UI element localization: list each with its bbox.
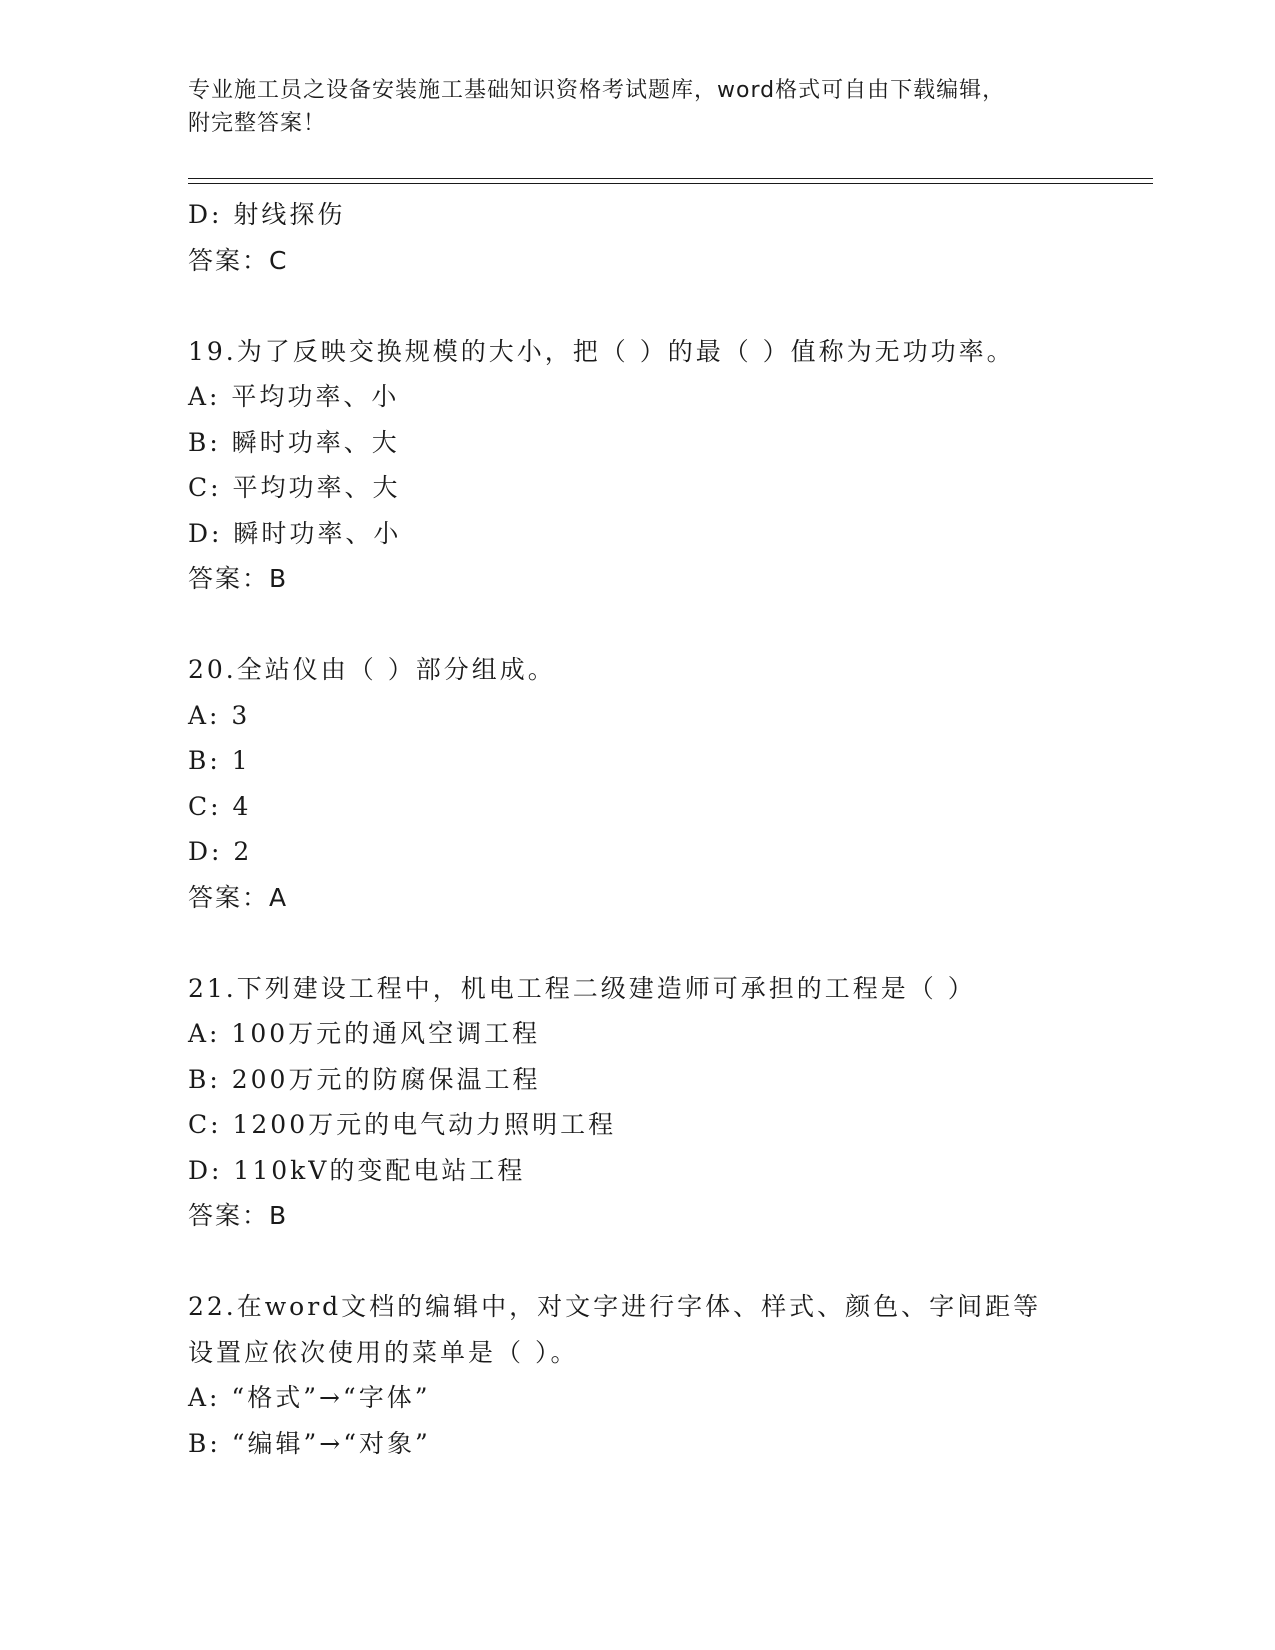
answer-line: 答案：B (188, 564, 289, 593)
option-d: D: 射线探伤 (188, 200, 346, 229)
option-a: A: 100万元的通风空调工程 (188, 1019, 541, 1048)
answer-line: 答案：A (188, 882, 289, 912)
document-header (188, 74, 1088, 140)
option-d: D: 瞬时功率、小 (188, 518, 402, 548)
header-line-1: 专业施工员之设备安装施工基础知识资格考试题库，word格式可自由下载编辑， (188, 78, 1006, 103)
question-list (188, 192, 1088, 1466)
answer-line: 答案：B (188, 1201, 289, 1230)
option-b: B: 200万元的防腐保温工程 (188, 1064, 541, 1094)
option-c: C: 4 (188, 791, 252, 821)
option-a: A: “格式”→“字体” (188, 1383, 431, 1412)
question-spacer (188, 602, 1088, 648)
question-stem: 21.下列建设工程中，机电工程二级建造师可承担的工程是（ ） (188, 973, 976, 1003)
option-b: B: “编辑”→“对象” (188, 1428, 431, 1458)
option-d: D: 2 (188, 837, 253, 866)
question-spacer (188, 1239, 1088, 1285)
question-stem: 19.为了反映交换规模的大小，把（ ）的最（ ）值称为无功功率。 (188, 336, 1015, 366)
question-20 (188, 647, 1088, 920)
question-21 (188, 966, 1088, 1239)
question-stem: 22.在word文档的编辑中，对文字进行字体、样式、颜色、字间距等 (188, 1292, 1042, 1321)
question-22 (188, 1284, 1088, 1466)
header-divider-bottom (188, 183, 1153, 184)
option-a: A: 平均功率、小 (188, 382, 400, 411)
question-spacer (188, 283, 1088, 329)
header-line-2: 附完整答案！ (188, 111, 327, 136)
option-b: B: 1 (188, 746, 251, 775)
question-19 (188, 329, 1088, 602)
answer-line: 答案：C (188, 245, 289, 275)
question-stem: 20.全站仪由（ ）部分组成。 (188, 655, 556, 684)
question-stem-continued: 设置应依次使用的菜单是（ ）。 (188, 1337, 579, 1367)
option-c: C: 1200万元的电气动力照明工程 (188, 1110, 617, 1139)
previous-question-tail (188, 192, 1088, 283)
header-divider-top (188, 178, 1153, 179)
option-d: D: 110kV的变配电站工程 (188, 1155, 526, 1185)
option-a: A: 3 (188, 700, 251, 730)
option-c: C: 平均功率、大 (188, 473, 401, 502)
option-b: B: 瞬时功率、大 (188, 427, 400, 457)
question-spacer (188, 920, 1088, 966)
